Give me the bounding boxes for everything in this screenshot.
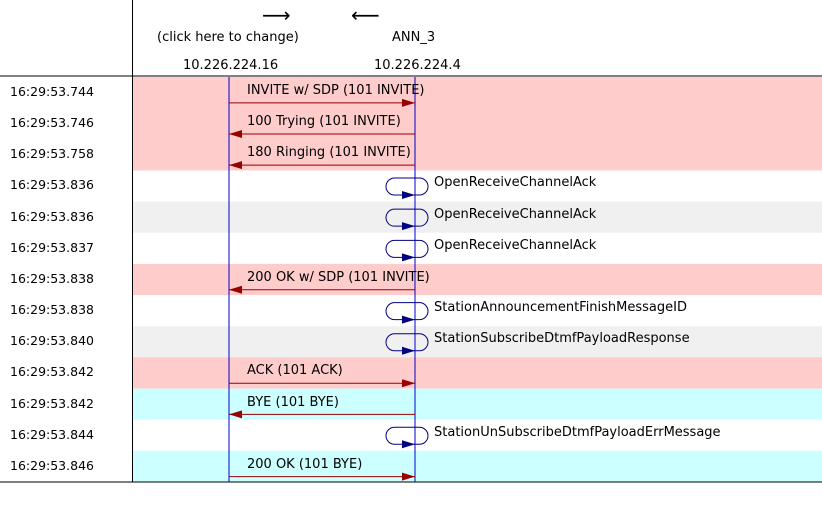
- sip-message-label[interactable]: 180 Ringing (101 INVITE): [247, 145, 411, 161]
- direction-right-arrow-icon[interactable]: ⟶: [262, 3, 291, 27]
- message-timestamp: 16:29:53.842: [10, 364, 94, 380]
- row-background: [133, 451, 822, 483]
- message-timestamp: 16:29:53.838: [10, 302, 94, 318]
- message-timestamp: 16:29:53.842: [10, 395, 94, 411]
- message-timestamp: 16:29:53.746: [10, 115, 94, 131]
- left-endpoint-ip: 10.226.224.16: [183, 58, 279, 73]
- skinny-message-label[interactable]: StationUnSubscribeDtmfPayloadErrMessage: [434, 424, 721, 440]
- message-timestamp: 16:29:53.844: [10, 426, 94, 442]
- sip-message-label[interactable]: 200 OK w/ SDP (101 INVITE): [247, 269, 430, 285]
- sip-message-label[interactable]: INVITE w/ SDP (101 INVITE): [247, 83, 425, 98]
- message-timestamp: 16:29:53.836: [10, 208, 94, 224]
- message-timestamp: 16:29:53.758: [10, 146, 94, 162]
- direction-left-arrow-icon[interactable]: ⟵: [351, 3, 380, 27]
- row-background: [133, 357, 822, 389]
- change-direction-link[interactable]: (click here to change): [157, 30, 299, 45]
- message-timestamp: 16:29:53.846: [10, 457, 94, 473]
- endpoint-name: ANN_3: [392, 30, 436, 45]
- skinny-message-label[interactable]: StationAnnouncementFinishMessageID: [434, 300, 687, 316]
- skinny-message-label[interactable]: OpenReceiveChannelAck: [434, 175, 597, 191]
- row-background: [133, 77, 822, 109]
- message-timestamp: 16:29:53.836: [10, 177, 94, 193]
- sip-message-label[interactable]: 100 Trying (101 INVITE): [247, 114, 401, 130]
- message-timestamp: 16:29:53.838: [10, 270, 94, 286]
- right-endpoint-ip: 10.226.224.4: [374, 58, 461, 73]
- skinny-message-label[interactable]: StationSubscribeDtmfPayloadResponse: [434, 331, 690, 347]
- sip-message-label[interactable]: BYE (101 BYE): [247, 394, 339, 410]
- sip-message-label[interactable]: ACK (101 ACK): [247, 363, 343, 379]
- message-timestamp: 16:29:53.744: [10, 84, 94, 99]
- sip-message-label[interactable]: 200 OK (101 BYE): [247, 456, 363, 472]
- skinny-message-label[interactable]: OpenReceiveChannelAck: [434, 237, 597, 253]
- message-timestamp: 16:29:53.840: [10, 333, 94, 349]
- skinny-message-label[interactable]: OpenReceiveChannelAck: [434, 206, 597, 222]
- message-timestamp: 16:29:53.837: [10, 239, 94, 255]
